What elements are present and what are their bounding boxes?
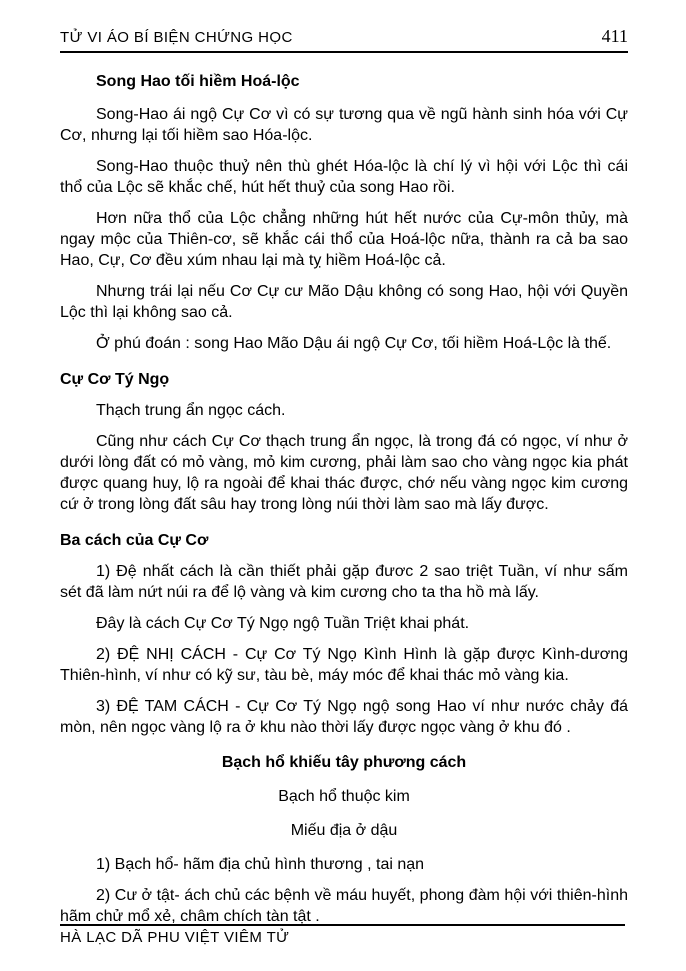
paragraph-numbered-1: 1) Bạch hổ- hãm địa chủ hình thương , tai nạn — [96, 856, 425, 873]
section-heading-bach-ho: Bạch hổ khiếu tây phương cách — [221, 754, 467, 771]
paragraph-numbered-1: 1) Đệ nhất cách là cần thiết phải gặp đươc 2 sao triệt Tuần, ví như sấm sét đã làm nứt núi ra để lộ vàng và kim cương cho ta tha hồ mà lấy. — [60, 563, 628, 601]
paragraph: Nhưng trái lại nếu Cơ Cự cư Mão Dậu không có song Hao, hội với Quyền Lộc thì lại không sao cả. — [60, 283, 628, 321]
paragraph: Ở phú đoán : song Hao Mão Dậu ái ngộ Cự Cơ, tối hiềm Hoá-Lộc là thế. — [96, 335, 612, 352]
section-heading-song-hao: Song Hao tối hiềm Hoá-lộc — [96, 73, 300, 90]
page-number: 411 — [601, 26, 628, 46]
page-content — [60, 26, 628, 937]
running-footer — [60, 924, 625, 946]
footer-author: HÀ LẠC DÃ PHU VIỆT VIÊM TỬ — [60, 929, 290, 946]
body-text — [60, 53, 628, 927]
paragraph-numbered-3: 3) ĐỆ TAM CÁCH - Cự Cơ Tý Ngọ ngộ song Hao ví như nước chảy đá mòn, nên ngọc vàng lộ ra ở khu nào thời lấy được ngọc vàng ở khu đó . — [60, 698, 628, 736]
paragraph: Thạch trung ẩn ngọc cách. — [96, 402, 286, 419]
centered-line: Miếu địa ở dậu — [290, 822, 398, 839]
paragraph: Cũng như cách Cự Cơ thạch trung ẩn ngọc, là trong đá có ngọc, ví như ở dưới lòng đất có mỏ vàng, mỏ kim cương, phải làm sao cho vàng ngọc kia phát được quang huy, lộ ra ngoài để khai thác được, chớ nếu vàng ngọc kim cương cứ ở trong lòng đất sâu hay trong lòng núi thời làm sao mà lấy được. — [60, 433, 628, 513]
paragraph: Song-Hao thuộc thuỷ nên thù ghét Hóa-lộc là chí lý vì hội với Lộc thì cái thổ của Lộc sẽ khắc chế, hút hết thuỷ của song Hao rồi. — [60, 158, 628, 196]
centered-line: Bạch hổ thuộc kim — [278, 788, 410, 805]
paragraph: Hơn nữa thổ của Lộc chẳng những hút hết nước của Cự-môn thủy, mà ngay mộc của Thiên-cơ, sẽ khắc cái thổ của Hoá-lộc nữa, thành ra cả ba sao Hao, Cự, Cơ đều xúm nhau lại mà tỵ hiềm Hoá-lộc cả. — [60, 210, 628, 269]
book-title: TỬ VI ÁO BÍ BIỆN CHỨNG HỌC — [60, 29, 293, 46]
section-heading-cu-co-ty-ngo: Cự Cơ Tý Ngọ — [60, 371, 170, 388]
paragraph: Song-Hao ái ngộ Cự Cơ vì có sự tương qua về ngũ hành sinh hóa với Cự Cơ, nhưng lại tối hiềm sao Hóa-lộc. — [60, 106, 628, 144]
running-header — [60, 26, 628, 53]
section-heading-ba-cach: Ba cách của Cự Cơ — [60, 532, 209, 549]
paragraph-numbered-2: 2) ĐỆ NHỊ CÁCH - Cự Cơ Tý Ngọ Kình Hình là gặp được Kình-dương Thiên-hình, ví như có kỹ sư, tàu bè, máy móc để khai thác mỏ vàng kia. — [60, 646, 628, 684]
paragraph-numbered-2: 2) Cư ở tật- ách chủ các bệnh về máu huyết, phong đàm hội với thiên-hình hãm chử mổ xẻ, châm chích tàn tật . — [60, 887, 628, 925]
paragraph: Đây là cách Cự Cơ Tý Ngọ ngộ Tuần Triệt khai phát. — [96, 615, 470, 632]
